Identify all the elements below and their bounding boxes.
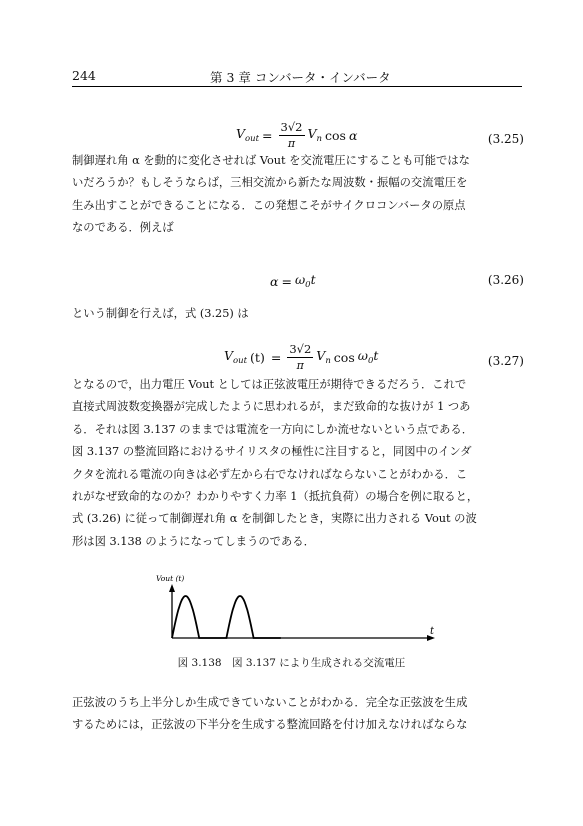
- text-line: するためには，正弦波の下半分を生成する整流回路を付け加えなければならな: [72, 718, 468, 732]
- text-line: という制御を行えば，式 (3.25) は: [72, 307, 249, 320]
- paragraph-4: [72, 692, 524, 737]
- output-voltage-waveform: [172, 596, 281, 638]
- text-line: る．それは図 3.137 のままでは電流を一方向にしか流せないという点である．: [72, 422, 474, 436]
- y-axis-arrow: [169, 584, 175, 592]
- text-line: 式 (3.26) に従って制御遅れ角 α を制御したとき，実際に出力される Vout の波: [72, 512, 477, 526]
- paragraph-2: [72, 303, 524, 325]
- equation-body: $V_{out}$ = $\frac{3√2}{\pi}$ $V_n$ cos α: [236, 120, 358, 150]
- equation-body: $V_{out}$ (t) = $\frac{3√2}{\pi}$ $V_n$ cos $\omega_0t$: [224, 342, 379, 372]
- page-number: 244: [72, 68, 96, 83]
- y-axis-label: Vout (t): [156, 574, 185, 583]
- text-line: いだろうか？もしそうならば，三相交流から新たな周波数・振幅の交流電圧を: [72, 176, 468, 190]
- text-line: 形は図 3.138 のようになってしまうのである．: [72, 534, 315, 548]
- text-line: 直接式周波数変換器が完成したように思われるが，まだ致命的な抜けが 1 つあ: [72, 400, 471, 414]
- equation-number: (3.26): [487, 273, 524, 287]
- chapter-title: 第 3 章 コンバータ・インバータ: [210, 70, 391, 85]
- figure-caption: 図 3.138 図 3.137 により生成される交流電圧: [177, 657, 406, 669]
- text-line: なのである．例えば: [72, 221, 174, 235]
- x-axis-label: t: [430, 626, 435, 637]
- equation-number: (3.25): [487, 132, 524, 146]
- equation-body: α = $\omega_0t$: [270, 272, 316, 290]
- waveform-figure: [150, 566, 450, 660]
- paragraph-1: [72, 150, 524, 240]
- text-line: 正弦波のうち上半分しか生成できていないことがわかる．完全な正弦波を生成: [72, 696, 468, 709]
- text-line: れがなぜ致命的なのか？わかりやすく力率 1（抵抗負荷）の場合を例に取ると，: [72, 490, 479, 504]
- text-line: クタを流れる電流の向きは必ず左から右でなければならないことがわかる．こ: [72, 467, 468, 481]
- text-line: 生み出すことができることになる．この発想こそがサイクロコンバータの原点: [72, 198, 466, 212]
- text-line: となるので，出力電圧 Vout としては正弦波電圧が期待できるだろう．これで: [72, 378, 467, 391]
- equation-number: (3.27): [487, 354, 524, 368]
- text-line: 図 3.137 の整流回路におけるサイリスタの極性に注目すると，同図中のインダ: [72, 445, 472, 459]
- text-line: 制御遅れ角 α を動的に変化させれば Vout を交流電圧にすることも可能ではな: [72, 154, 470, 167]
- running-header: [72, 64, 522, 87]
- paragraph-3: [72, 374, 524, 553]
